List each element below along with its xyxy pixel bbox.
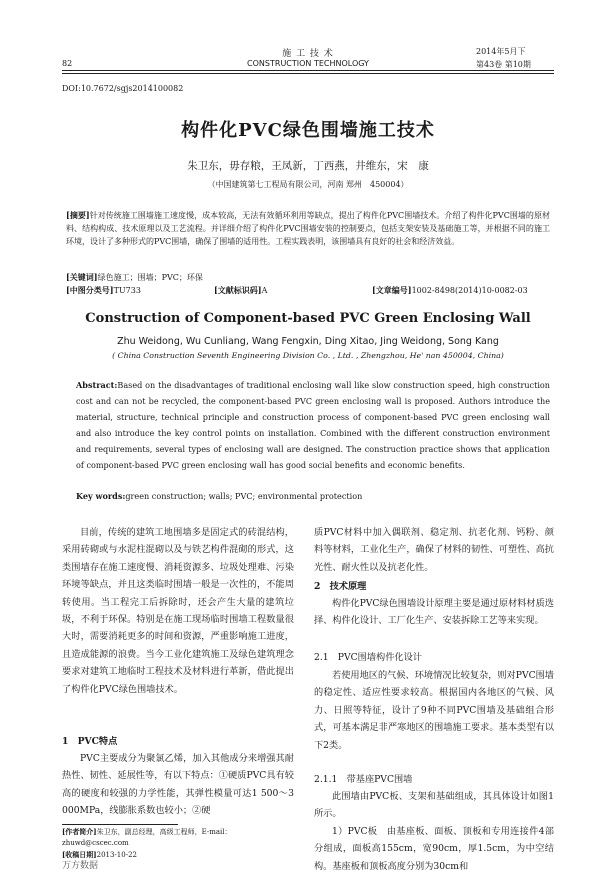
page-title-cn: 构件化PVC绿色围墙施工技术	[181, 120, 435, 141]
doc-value: A	[261, 286, 268, 295]
footnote-date-label: [收稿日期]	[62, 850, 97, 859]
doi: DOI:10.7672/sgjs2014100082	[62, 84, 184, 93]
affiliation-cn: （中国建筑第七工程局有限公司，河南 郑州 450004）	[207, 180, 409, 189]
keywords-cn-label: [关键词]	[66, 272, 98, 282]
footnote-date-text: 2013-10-22	[96, 851, 137, 859]
abstract-en-label: Abstract:	[76, 380, 118, 390]
keywords-cn-text: 绿色施工；围墙；PVC；环保	[97, 273, 203, 282]
abstract-en-text: Based on the disadvantages of traditional enclosing wall like slow construction speed, high construction cost and can not be recycled, the component-based PVC green enclosing wall is proposed. Authors introduce the material, structure, technical principle and construction process of component-based PVC green enclosing wall and also introduce the key control points on installation. Combined with the different construction environment and requirements, several types of enclosing wall are designed. The construction practice shows that application of component-based PVC green enclosing wall has good social benefits and economic benefits.	[76, 380, 550, 470]
article-code	[372, 284, 528, 297]
header-rule-2	[62, 73, 554, 74]
authors-en: Zhu Weidong, Wu Cunliang, Wang Fengxin, Ding Xitao, Jing Weidong, Song Kang	[117, 336, 499, 347]
issue-date: 2014年5月下	[476, 47, 526, 56]
section-1-paragraph: PVC主要成分为聚氯乙烯，加入其他成分来增强其耐热性、韧性、延展性等，有以下特点：①硬质PVC具有较高的硬度和较强的力学性能，其弹性模量可达1 500～3 000MPa，线膨胀系数也较小；②硬	[62, 753, 294, 817]
footnote-author-text: 朱卫东，副总经理，高级工程师，E-mail：zhuwd@cscec.com	[62, 828, 232, 847]
section-2-paragraph: 构件化PVC绿色围墙设计原理主要是通过原材料材质选择、构件化设计、工厂化生产、安装拆除工艺等来实现。	[314, 598, 554, 627]
article-value: 1002-8498(2014)10-0082-03	[411, 286, 528, 295]
intro-paragraph: 目前，传统的建筑工地围墙多是固定式的砖混结构，采用砖砌或与水泥柱混砌以及与铁艺构件混砌的形式，这类围墙存在施工速度慢、消耗资源多、垃圾处理难、污染环境等缺点，并且这类临时围墙一般是一次性的，不能周转使用。当工程完工后拆除时，还会产生大量的建筑垃圾，不利于环保。特别是在施工现场临时围墙工程数量很大时，需要消耗更多的时间和资源，严重影响施工进度，且造成能源的浪费。当今工业化建筑施工及绿色建筑理念要求对建筑工地临时工程技术及材料进行革新，借此提出了构件化PVC绿色围墙技术。	[62, 527, 294, 695]
affiliation-en: ( China Construction Seventh Engineering Division Co. , Ltd. , Zhengzhou, He' nan 450004, China)	[112, 351, 504, 360]
abstract-cn-text: 针对传统施工围墙施工速度慢，成本较高，无法有效循环利用等缺点，提出了构件化PVC围墙技术。介绍了构件化PVC围墙的原材料、结构构成、技术原理以及工艺流程。并详细介绍了构件化PVC围墙安装的控制要点，包括支架安装及基础施工等，并根据不同的施工环境，设计了多种形式的PVC围墙，确保了围墙的适用性。工程实践表明，该围墙具有良好的社会和经济效益。	[66, 211, 550, 247]
doc-label: [文献标识码]	[214, 285, 262, 295]
section-2-1-1-paragraph: 此围墙由PVC板、支架和基础组成，其具体设计如图1所示。	[314, 791, 554, 820]
keywords-en-label: Key words:	[76, 491, 126, 501]
abstract-en	[76, 377, 550, 473]
article-label: [文章编号]	[372, 285, 412, 295]
clc-label: [中图分类号]	[66, 285, 114, 295]
doc-code	[214, 284, 267, 297]
section-2-1-paragraph: 若使用地区的气候、环境情况比较复杂，则对PVC围墙的稳定性、适应性要求较高。根据国内各地区的气候、风力、日照等特征，设计了9种不同PVC围墙及基础组合形式，可基本满足非严寒地区的围墙施工要求。基本类型有以下2类。	[314, 670, 554, 751]
authors-cn: 朱卫东，毋存粮，王凤新，丁西燕，井维东，宋 康	[187, 160, 429, 172]
abstract-cn	[66, 209, 550, 249]
journal-title-cn: 施 工 技 术	[282, 49, 334, 59]
volume-issue: 第43卷 第10期	[476, 60, 531, 69]
footnote-author	[62, 826, 294, 849]
item-1-paragraph: 1）PVC板 由基座板、面板、顶板和专用连接件4部分组成，面板高155cm，宽90cm，厚1.5cm，为中空结构。基座板和顶板高度分别为30cm和	[314, 826, 554, 872]
clc-value: TU733	[113, 286, 141, 295]
watermark: 万方数据	[62, 861, 99, 871]
right-continuation: 质PVC材料中加入偶联剂、稳定剂、抗老化剂、钙粉、颜料等材料，工业化生产，确保了材料的韧性、可塑性、高抗光性、耐火性以及抗老化性。	[314, 527, 554, 573]
footnote-author-label: [作者简介]	[62, 827, 97, 836]
section-2-1-1-heading: 2.1.1 带基座PVC围墙	[314, 774, 413, 785]
section-2-1-heading: 2.1 PVC围墙构件化设计	[314, 652, 422, 663]
footnote-rule	[62, 824, 178, 825]
clc-code	[66, 284, 141, 297]
section-2-heading: 2 技术原理	[314, 581, 367, 592]
page-title-en: Construction of Component-based PVC Green Enclosing Wall	[85, 311, 531, 326]
keywords-en-text: green construction; walls; PVC; environmental protection	[125, 491, 363, 501]
abstract-cn-label: [摘要]	[66, 210, 90, 220]
journal-title-en: CONSTRUCTION TECHNOLOGY	[247, 59, 369, 68]
header-rule	[62, 70, 554, 71]
section-1-heading: 1 PVC特点	[62, 736, 118, 747]
page-number: 82	[62, 59, 73, 68]
keywords-en	[76, 489, 550, 503]
keywords-cn	[66, 271, 550, 284]
